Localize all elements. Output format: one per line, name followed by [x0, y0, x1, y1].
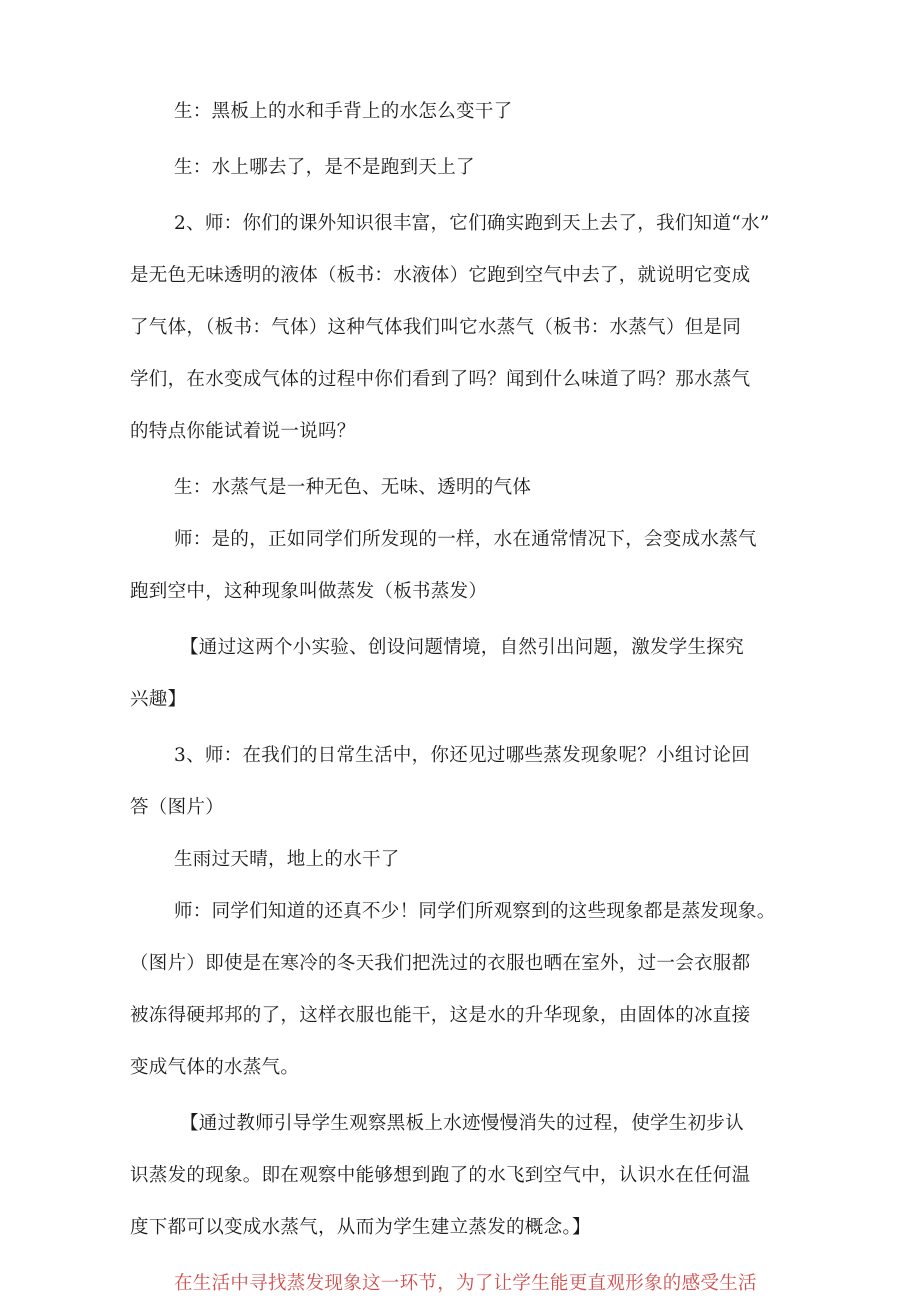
teacher-paragraph-2-line-5: 的特点你能试着说一说吗？ — [130, 421, 356, 442]
teacher-sublimation-line-2: （图片）即使是在寒冷的冬天我们把洗过的衣服也晒在室外，过一会衣服都 — [130, 953, 751, 974]
design-note-2-line-1: 【通过教师引导学生观察黑板上水迹慢慢消失的过程，使学生初步认 — [180, 1113, 745, 1134]
teacher-sublimation-line-4: 变成气体的水蒸气。 — [130, 1057, 300, 1078]
teacher-paragraph-2-line-2: 是无色无味透明的液体（板书：水液体）它跑到空气中去了，就说明它变成 — [130, 265, 751, 286]
teacher-paragraph-2-line-3: 了气体，（板书：气体）这种气体我们叫它水蒸气（板书：水蒸气）但是同 — [130, 317, 742, 338]
teacher-paragraph-3-line-2: 答（图片） — [130, 797, 225, 818]
student-line-1: 生：黑板上的水和手背上的水怎么变干了 — [174, 101, 513, 122]
design-note-2-line-2: 识蒸发的现象。即在观察中能够想到跑了的水飞到空气中，认识水在任何温 — [130, 1165, 751, 1186]
student-answer-rain: 生雨过天晴，地上的水干了 — [174, 849, 400, 870]
teacher-sublimation-line-1: 师：同学们知道的还真不少！同学们所观察到的这些现象都是蒸发现象。 — [174, 901, 776, 922]
teacher-paragraph-2-line-4: 学们，在水变成气体的过程中你们看到了吗？闻到什么味道了吗？那水蒸气 — [130, 369, 751, 390]
teacher-evaporation-line-1: 师：是的，正如同学们所发现的一样，水在通常情况下，会变成水蒸气 — [174, 529, 757, 550]
student-answer-vapor: 生：水蒸气是一种无色、无味、透明的气体 — [174, 477, 532, 498]
design-note-1-line-1: 【通过这两个小实验、创设问题情境，自然引出问题，激发学生探究 — [180, 637, 745, 658]
teacher-paragraph-2-line-1: 2、师：你们的课外知识很丰富，它们确实跑到天上去了，我们知道“水” — [174, 213, 770, 234]
design-note-1-line-2: 兴趣】 — [130, 689, 187, 710]
design-note-2-line-3: 度下都可以变成水蒸气，从而为学生建立蒸发的概念。】 — [130, 1217, 591, 1238]
teacher-sublimation-line-3: 被冻得硬邦邦的了，这样衣服也能干，这是水的升华现象，由固体的冰直接 — [130, 1005, 751, 1026]
student-line-2: 生：水上哪去了，是不是跑到天上了 — [174, 157, 475, 178]
document-page — [130, 86, 792, 1310]
teacher-paragraph-3-line-1: 3、师：在我们的日常生活中，你还见过哪些蒸发现象呢？小组讨论回 — [174, 745, 751, 766]
red-commentary-line-1: 在生活中寻找蒸发现象这一环节，为了让学生能更直观形象的感受生活 — [174, 1273, 757, 1294]
teacher-evaporation-line-2: 跑到空中，这种现象叫做蒸发（板书蒸发） — [130, 581, 488, 602]
